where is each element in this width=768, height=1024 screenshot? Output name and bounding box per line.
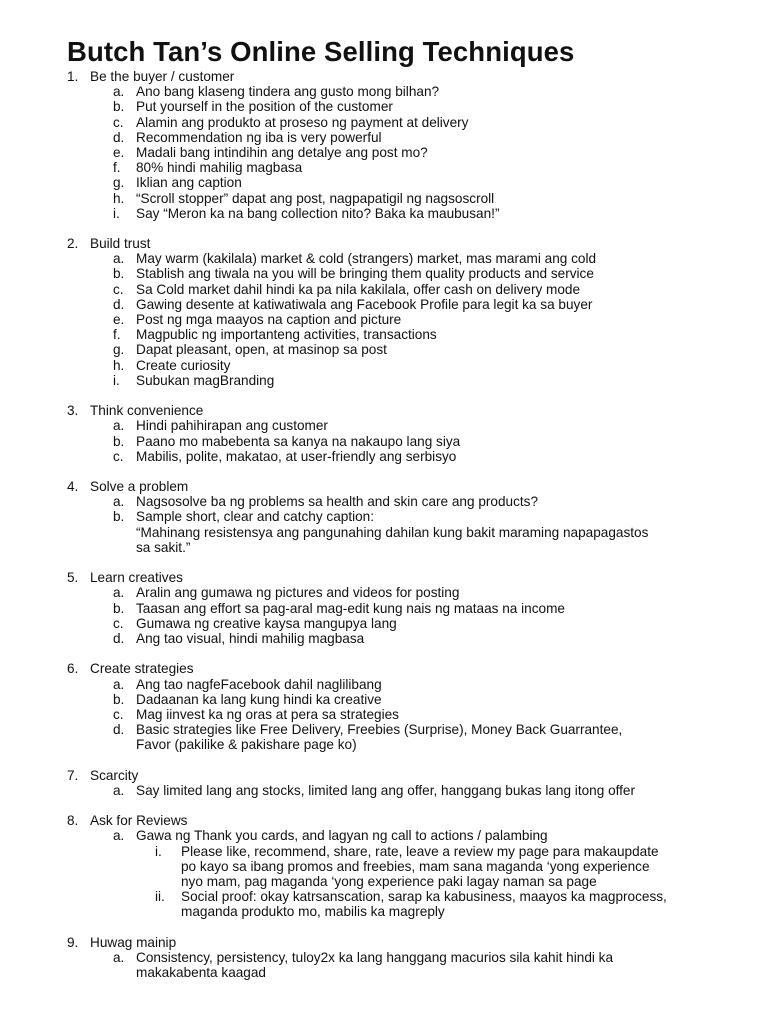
item-marker: c. xyxy=(113,114,124,130)
item-text: Favor (pakilike & pakishare page ko) xyxy=(136,737,357,753)
list-item xyxy=(67,145,757,160)
section-spacer xyxy=(67,646,757,661)
sub-item-text: po kayo sa ibang promos and freebies, mam sana maganda ‘yong experience xyxy=(181,858,650,874)
list-item-continuation xyxy=(67,965,757,980)
section-heading xyxy=(67,479,757,494)
page-title: Butch Tan’s Online Selling Techniques xyxy=(67,36,575,67)
item-text: Mabilis, polite, makatao, at user-friendly ang serbisyo xyxy=(136,448,457,464)
item-marker: b. xyxy=(113,600,125,616)
section-spacer xyxy=(67,920,757,935)
list-item-continuation xyxy=(67,525,757,540)
item-marker: c. xyxy=(113,706,124,722)
list-item xyxy=(67,373,757,388)
list-item xyxy=(67,585,757,600)
item-text: Mag iinvest ka ng oras at pera sa strategies xyxy=(136,706,399,722)
item-marker: a. xyxy=(113,949,125,965)
item-marker: a. xyxy=(113,585,125,601)
list-item xyxy=(67,99,757,114)
section-heading xyxy=(67,768,757,783)
item-text: May warm (kakilala) market & cold (strangers) market, mas marami ang cold xyxy=(136,251,597,267)
sub-item-text: Social proof: okay katrsanscation, sarap ka kabusiness, maayos ka magprocess, xyxy=(181,889,667,905)
list-item xyxy=(67,327,757,342)
section-3 xyxy=(67,403,757,464)
section-heading xyxy=(67,661,757,676)
item-text: Aralin ang gumawa ng pictures and videos for posting xyxy=(136,585,460,601)
sub-item xyxy=(67,889,757,904)
item-marker: c. xyxy=(113,615,124,631)
item-text: Gumawa ng creative kaysa mangupya lang xyxy=(136,615,397,631)
item-marker: b. xyxy=(113,509,125,525)
item-text: Iklian ang caption xyxy=(136,175,242,191)
list-item xyxy=(67,616,757,631)
sub-item xyxy=(67,844,757,859)
list-item xyxy=(67,191,757,206)
list-item xyxy=(67,251,757,266)
item-marker: e. xyxy=(113,144,125,160)
item-text: Consistency, persistency, tuloy2x ka lang hanggang macurios sila kahit hindi ka xyxy=(136,949,614,965)
item-text: Post ng mga maayos na caption and picture xyxy=(136,312,402,327)
section-heading-text: Huwag mainip xyxy=(90,934,177,950)
sub-item-text: nyo mam, pag maganda ‘yong experience paki lagay naman sa page xyxy=(181,873,597,889)
list-item xyxy=(67,509,757,524)
item-marker: a. xyxy=(113,251,125,267)
section-4 xyxy=(67,479,757,555)
list-item-continuation xyxy=(67,540,757,555)
item-text: “Scroll stopper” dapat ang post, nagpapatigil ng nagsoscroll xyxy=(136,190,495,206)
item-marker: d. xyxy=(113,296,125,312)
item-marker: a. xyxy=(113,84,125,100)
section-heading-text: Scarcity xyxy=(90,767,139,783)
list-item xyxy=(67,84,757,99)
item-text: Sa Cold market dahil hindi ka pa nila kakilala, offer cash on delivery mode xyxy=(136,281,581,297)
item-text: Say limited lang ang stocks, limited lang ang offer, hanggang bukas lang itong offer xyxy=(136,782,636,798)
section-2 xyxy=(67,236,757,388)
item-marker: h. xyxy=(113,357,125,373)
item-marker: g. xyxy=(113,175,125,191)
section-heading-text: Solve a problem xyxy=(90,479,189,495)
section-9 xyxy=(67,935,757,981)
section-8 xyxy=(67,813,757,919)
item-marker: c. xyxy=(113,281,124,297)
item-marker: d. xyxy=(113,630,125,646)
section-1 xyxy=(67,69,757,221)
section-heading-text: Build trust xyxy=(90,236,151,252)
list-item xyxy=(67,828,757,843)
item-text: Madali bang intindihin ang detalye ang post mo? xyxy=(136,144,428,160)
item-marker: h. xyxy=(113,190,125,206)
item-text: Ang tao visual, hindi mahilig magbasa xyxy=(136,630,365,646)
sub-item-text: Please like, recommend, share, rate, leave a review my page para makaupdate xyxy=(181,843,659,859)
list-item xyxy=(67,418,757,433)
item-text: Subukan magBranding xyxy=(136,372,275,388)
sub-item-continuation xyxy=(67,904,757,919)
item-text: makakabenta kaagad xyxy=(136,965,266,981)
list-item xyxy=(67,115,757,130)
section-number: 6. xyxy=(67,661,79,677)
item-marker: a. xyxy=(113,676,125,692)
section-5 xyxy=(67,570,757,646)
item-text: Paano mo mabebenta sa kanya na nakaupo lang siya xyxy=(136,433,461,449)
section-spacer xyxy=(67,555,757,570)
list-item xyxy=(67,130,757,145)
item-text: Gawa ng Thank you cards, and lagyan ng call to actions / palambing xyxy=(136,828,548,844)
section-number: 5. xyxy=(67,570,79,586)
item-text: Sample short, clear and catchy caption: xyxy=(136,509,375,525)
list-item xyxy=(67,160,757,175)
item-text: Gawing desente at katiwatiwala ang Facebook Profile para legit ka sa buyer xyxy=(136,296,593,312)
list-item xyxy=(67,449,757,464)
list-item xyxy=(67,266,757,281)
list-item-continuation xyxy=(67,737,757,752)
item-text: Say “Meron ka na bang collection nito? Baka ka maubusan!” xyxy=(136,205,500,221)
item-text: Ang tao nagfeFacebook dahil naglilibang xyxy=(136,676,382,692)
section-heading xyxy=(67,236,757,251)
item-marker: a. xyxy=(113,828,125,844)
section-heading-text: Ask for Reviews xyxy=(90,813,188,829)
list-item xyxy=(67,722,757,737)
list-item xyxy=(67,631,757,646)
technique-list xyxy=(67,69,757,980)
section-number: 2. xyxy=(67,236,79,252)
item-text: Create curiosity xyxy=(136,357,231,373)
item-marker: c. xyxy=(113,448,124,464)
section-7 xyxy=(67,768,757,798)
section-spacer xyxy=(67,752,757,767)
list-item xyxy=(67,358,757,373)
section-heading xyxy=(67,570,757,585)
sub-item-marker: i. xyxy=(155,843,162,859)
item-marker: d. xyxy=(113,129,125,145)
section-spacer xyxy=(67,464,757,479)
sub-item-marker: ii. xyxy=(155,889,165,905)
section-number: 9. xyxy=(67,934,79,950)
list-item xyxy=(67,282,757,297)
item-text: Stablish ang tiwala na you will be bringing them quality products and service xyxy=(136,266,594,282)
item-marker: b. xyxy=(113,433,125,449)
section-6 xyxy=(67,661,757,752)
list-item xyxy=(67,783,757,798)
item-text: Ano bang klaseng tindera ang gusto mong bilhan? xyxy=(136,84,440,100)
item-text: Dapat pleasant, open, at masinop sa post xyxy=(136,342,387,358)
item-marker: a. xyxy=(113,418,125,434)
list-item xyxy=(67,206,757,221)
list-item xyxy=(67,601,757,616)
list-item xyxy=(67,494,757,509)
section-heading-text: Create strategies xyxy=(90,661,194,677)
item-text: Put yourself in the position of the customer xyxy=(136,99,393,115)
item-text: Dadaanan ka lang kung hindi ka creative xyxy=(136,691,382,707)
item-text: Nagsosolve ba ng problems sa health and skin care ang products? xyxy=(136,494,539,510)
list-item xyxy=(67,297,757,312)
section-heading xyxy=(67,403,757,418)
item-marker: b. xyxy=(113,691,125,707)
section-number: 3. xyxy=(67,403,79,419)
item-marker: i. xyxy=(113,205,120,221)
list-item xyxy=(67,950,757,965)
list-item xyxy=(67,707,757,722)
item-text: Recommendation ng iba is very powerful xyxy=(136,129,382,145)
section-number: 7. xyxy=(67,767,79,783)
list-item xyxy=(67,692,757,707)
item-marker: b. xyxy=(113,99,125,115)
section-heading-text: Think convenience xyxy=(90,403,204,419)
item-text: Taasan ang effort sa pag-aral mag-edit kung nais ng mataas na income xyxy=(136,600,565,616)
list-item xyxy=(67,434,757,449)
item-marker: d. xyxy=(113,722,125,738)
section-spacer xyxy=(67,798,757,813)
list-item xyxy=(67,677,757,692)
sub-item-text: maganda produkto mo, mabilis ka magreply xyxy=(181,904,445,920)
list-item xyxy=(67,312,757,327)
item-text: “Mahinang resistensya ang pangunahing dahilan kung bakit maraming napapagastos xyxy=(136,524,649,540)
sub-item-continuation xyxy=(67,859,757,874)
item-marker: g. xyxy=(113,342,125,358)
item-marker: i. xyxy=(113,372,120,388)
section-heading-text: Learn creatives xyxy=(90,570,183,586)
item-marker: a. xyxy=(113,494,125,510)
list-item xyxy=(67,342,757,357)
section-number: 1. xyxy=(67,69,79,84)
section-number: 8. xyxy=(67,813,79,829)
section-heading xyxy=(67,935,757,950)
item-marker: f. xyxy=(113,160,121,176)
list-item xyxy=(67,175,757,190)
item-text: Alamin ang produkto at proseso ng payment at delivery xyxy=(136,114,469,130)
section-heading-text: Be the buyer / customer xyxy=(90,69,235,84)
item-text: 80% hindi mahilig magbasa xyxy=(136,160,303,176)
sub-item-continuation xyxy=(67,874,757,889)
item-marker: a. xyxy=(113,782,125,798)
item-text: Magpublic ng importanteng activities, transactions xyxy=(136,327,437,343)
item-marker: f. xyxy=(113,327,121,343)
item-text: Hindi pahihirapan ang customer xyxy=(136,418,328,434)
item-text: Basic strategies like Free Delivery, Freebies (Surprise), Money Back Guarrantee, xyxy=(136,722,623,738)
section-spacer xyxy=(67,221,757,236)
item-marker: e. xyxy=(113,312,125,327)
item-marker: b. xyxy=(113,266,125,282)
section-number: 4. xyxy=(67,479,79,495)
section-heading xyxy=(67,69,757,84)
item-text: sa sakit.” xyxy=(136,539,191,555)
section-spacer xyxy=(67,388,757,403)
section-heading xyxy=(67,813,757,828)
